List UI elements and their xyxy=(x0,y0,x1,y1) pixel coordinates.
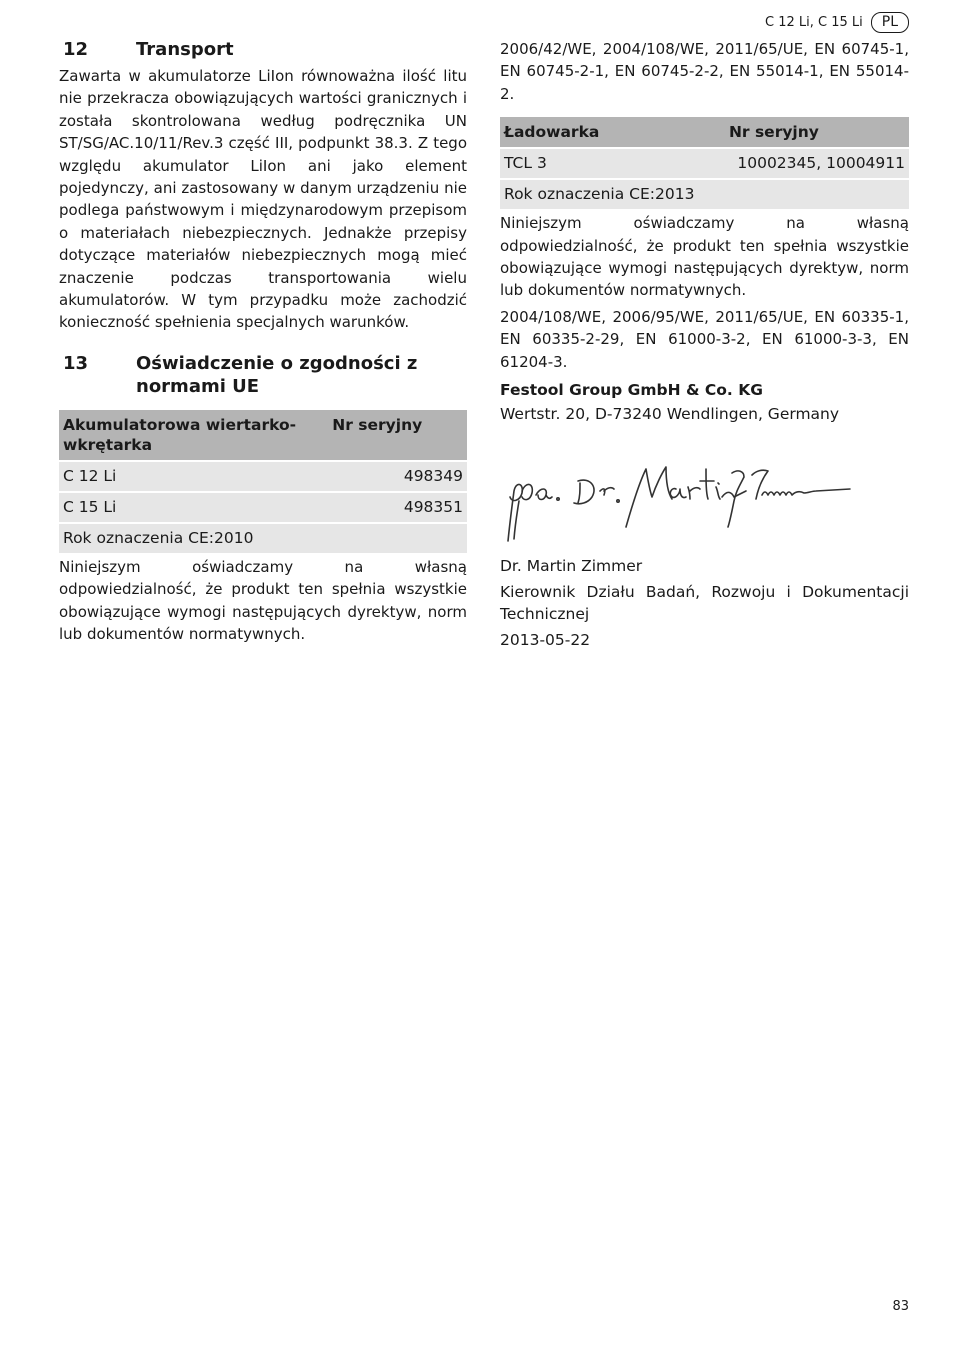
serial-cell: 498349 xyxy=(328,461,467,492)
charger-serial-table xyxy=(500,117,909,209)
declaration-text: Niniejszym oświadczamy na własną odpowiedzialność, że produkt ten spełnia wszystkie obowiązujące wymogi następujących dyrektyw, norm lub dokumentów normatywnych. xyxy=(500,214,909,300)
column-header-product: Ładowarka xyxy=(500,117,725,148)
section-number: 13 xyxy=(63,352,89,374)
table-row xyxy=(500,179,909,209)
declaration-text: Niniejszym oświadczamy na własną odpowiedzialność, że produkt ten spełnia wszystkie obowiązujące wymogi następujących dyrektyw, norm lub dokumentów normatywnych. xyxy=(59,557,467,644)
page-header xyxy=(765,12,909,33)
declaration-date: 2013-05-22 xyxy=(500,631,591,650)
norms-list-2: 2004/108/WE, 2006/95/WE, 2011/65/UE, EN 60335-1, EN 60335-2-29, EN 61000-3-2, EN 61000-3-3, EN 61204-3. xyxy=(500,307,909,371)
left-column xyxy=(59,38,467,646)
table-row xyxy=(59,492,467,523)
company-address: Wertstr. 20, D-73240 Wendlingen, Germany xyxy=(500,405,840,424)
signature-icon xyxy=(500,451,860,551)
serial-cell: 498351 xyxy=(328,492,467,523)
column-header-product: Akumulatorowa wiertarko-wkrętarka xyxy=(59,410,328,461)
section-title: Transport xyxy=(136,39,234,60)
company-name: Festool Group GmbH & Co. KG xyxy=(500,381,763,400)
table-header-row xyxy=(59,410,467,461)
serial-cell: 10002345, 10004911 xyxy=(725,148,909,179)
product-cell: C 12 Li xyxy=(59,461,328,492)
section-12-heading xyxy=(59,38,467,61)
section-number: 12 xyxy=(63,39,89,60)
table-row xyxy=(59,461,467,492)
right-column xyxy=(500,38,909,651)
column-header-serial: Nr seryjny xyxy=(328,410,467,461)
table-header-row xyxy=(500,117,909,148)
transport-text: Zawarta w akumulatorze LiIon równoważna ilość litu nie przekracza obowiązujących wartości granicznych i została skontrolowana według podręcznika UN ST/SG/AC.10/11/Rev.3 część III, podpunkt 38.3. Z tego względu akumulator LiIon ani jako element pojedynczy, ani zastosowany w danym urządzeniu nie podlega państwowym i międzynarodowym przepisom o materiałach niebezpiecznych. Jednakże przepisy dotyczące materiałów niebezpiecznych mogą mieć znaczenie podczas transportowania wielu akumulatorów. W tym przypadku może zachodzić konieczność spełnienia specjalnych warunków. xyxy=(59,67,467,332)
signatory-name: Dr. Martin Zimmer xyxy=(500,557,643,576)
ce-year-cell: Rok oznaczenia CE:2013 xyxy=(500,179,909,209)
product-cell: TCL 3 xyxy=(500,148,725,179)
signature-image xyxy=(500,451,909,551)
ce-year-cell: Rok oznaczenia CE:2010 xyxy=(59,523,467,553)
page-number: 83 xyxy=(892,1299,909,1314)
language-badge: PL xyxy=(871,12,909,33)
product-cell: C 15 Li xyxy=(59,492,328,523)
model-label: C 12 Li, C 15 Li xyxy=(765,15,863,30)
section-title: Oświadczenie o zgodności z normami UE xyxy=(136,352,418,397)
column-header-serial: Nr seryjny xyxy=(725,117,909,148)
section-13-heading xyxy=(59,352,467,398)
table-row xyxy=(500,148,909,179)
drill-serial-table xyxy=(59,410,467,553)
norms-list-1: 2006/42/WE, 2004/108/WE, 2011/65/UE, EN 60745-1, EN 60745-2-1, EN 60745-2-2, EN 55014-1, EN 55014-2. xyxy=(500,40,909,103)
table-row xyxy=(59,523,467,553)
signatory-position: Kierownik Działu Badań, Rozwoju i Dokumentacji Technicznej xyxy=(500,583,909,624)
section-13 xyxy=(59,352,467,646)
